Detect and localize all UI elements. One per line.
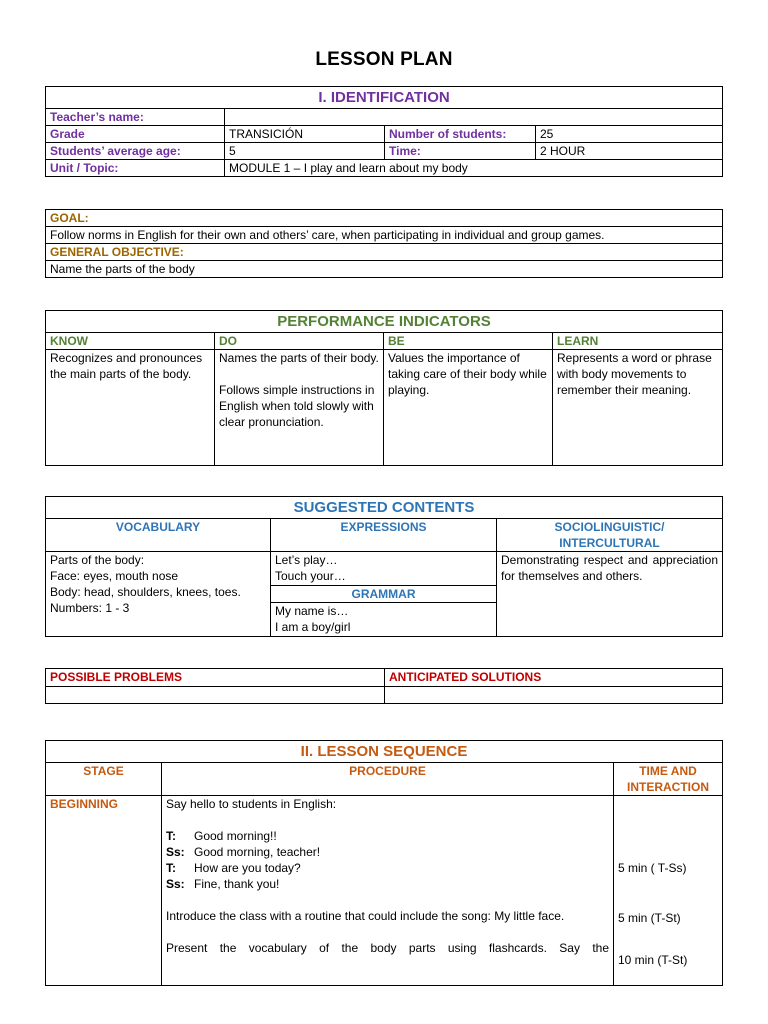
grade-value: TRANSICIÓN [225, 126, 385, 143]
dialogue-speaker: T: [166, 861, 176, 875]
lesson-sequence-heading: II. LESSON SEQUENCE [46, 741, 723, 763]
do-text-1: Names the parts of their body. [219, 351, 379, 365]
teacher-name-label: Teacher’s name: [46, 109, 225, 126]
unit-topic-value: MODULE 1 – I play and learn about my body [225, 160, 723, 177]
sociolinguistic-text: Demonstrating respect and appreciation for themselves and others. [497, 552, 723, 637]
goal-label: GOAL: [46, 210, 723, 227]
sociolinguistic-header-line-2: INTERCULTURAL [559, 536, 660, 550]
do-header: DO [215, 333, 384, 350]
number-of-students-value: 25 [536, 126, 723, 143]
goal-table [45, 209, 723, 278]
learn-header: LEARN [553, 333, 723, 350]
know-header: KNOW [46, 333, 215, 350]
performance-indicators-table [45, 310, 723, 466]
grammar-header: GRAMMAR [271, 586, 497, 603]
time-routine: 5 min (T-St) [618, 911, 681, 925]
time-label: Time: [385, 143, 536, 160]
lesson-sequence-table [45, 740, 723, 986]
stage-header: STAGE [46, 763, 162, 796]
problems-table [45, 668, 723, 704]
suggested-contents-table [45, 496, 723, 637]
dialogue-speaker: Ss: [166, 877, 185, 891]
vocabulary-cell [46, 552, 271, 637]
vocabulary-line: Face: eyes, mouth nose [50, 569, 179, 583]
average-age-label: Students’ average age: [46, 143, 225, 160]
dialogue-line [166, 876, 609, 892]
grade-label: Grade [46, 126, 225, 143]
teacher-name-value [225, 109, 723, 126]
grammar-line: My name is… [275, 604, 349, 618]
procedure-cell [162, 796, 614, 986]
time-greeting: 5 min ( T-Ss) [618, 861, 687, 875]
goal-text: Follow norms in English for their own and others’ care, when participating in individual and group games. [46, 227, 723, 244]
stage-beginning: BEGINNING [46, 796, 162, 986]
dialogue-speaker: Ss: [166, 845, 185, 859]
be-text: Values the importance of taking care of their body while playing. [384, 350, 553, 466]
identification-heading: I. IDENTIFICATION [46, 87, 723, 109]
anticipated-solutions-cell [385, 687, 723, 704]
time-value: 2 HOUR [536, 143, 723, 160]
sociolinguistic-header [497, 519, 723, 552]
contents-heading: SUGGESTED CONTENTS [46, 497, 723, 519]
vocabulary-instruction: Present the vocabulary of the body parts using flashcards. Say the [166, 941, 609, 955]
vocabulary-header: VOCABULARY [46, 519, 271, 552]
vocabulary-line: Numbers: 1 - 3 [50, 601, 130, 615]
dialogue-speaker: T: [166, 829, 176, 843]
dialogue-line [166, 844, 609, 860]
time-interaction-line-1: TIME AND [639, 764, 697, 778]
general-objective-text: Name the parts of the body [46, 261, 723, 278]
number-of-students-label: Number of students: [385, 126, 536, 143]
do-cell [215, 350, 384, 466]
unit-topic-label: Unit / Topic: [46, 160, 225, 177]
time-interaction-header [614, 763, 723, 796]
average-age-value: 5 [225, 143, 385, 160]
document-title: LESSON PLAN [315, 49, 453, 70]
procedure-header: PROCEDURE [162, 763, 614, 796]
dialogue-text: Good morning, teacher! [194, 845, 321, 859]
vocabulary-line: Parts of the body: [50, 553, 145, 567]
performance-heading: PERFORMANCE INDICATORS [46, 311, 723, 333]
expression-line: Touch your… [275, 569, 346, 583]
time-vocabulary: 10 min (T-St) [618, 953, 688, 967]
dialogue-line [166, 828, 609, 844]
be-header: BE [384, 333, 553, 350]
dialogue-text: Good morning!! [194, 829, 277, 843]
greeting-dialogue [166, 828, 609, 892]
learn-text: Represents a word or phrase with body movements to remember their meaning. [553, 350, 723, 466]
dialogue-text: How are you today? [194, 861, 301, 875]
expressions-cell [271, 552, 497, 586]
grammar-line: I am a boy/girl [275, 620, 351, 634]
sociolinguistic-header-line-1: SOCIOLINGUISTIC/ [554, 520, 665, 534]
dialogue-line [166, 860, 609, 876]
time-interaction-line-2: INTERACTION [627, 780, 709, 794]
expression-line: Let’s play… [275, 553, 338, 567]
general-objective-label: GENERAL OBJECTIVE: [46, 244, 723, 261]
greeting-instruction: Say hello to students in English: [166, 797, 337, 811]
vocabulary-line: Body: head, shoulders, knees, toes. [50, 585, 241, 599]
possible-problems-header: POSSIBLE PROBLEMS [46, 669, 385, 687]
time-cell [614, 796, 723, 986]
identification-table [45, 86, 723, 177]
routine-instruction: Introduce the class with a routine that could include the song: My little face. [166, 909, 565, 923]
grammar-cell [271, 603, 497, 637]
do-text-2: Follows simple instructions in English when told slowly with clear pronunciation. [219, 383, 375, 429]
anticipated-solutions-header: ANTICIPATED SOLUTIONS [385, 669, 723, 687]
dialogue-text: Fine, thank you! [194, 877, 280, 891]
possible-problems-cell [46, 687, 385, 704]
expressions-header: EXPRESSIONS [271, 519, 497, 552]
know-text: Recognizes and pronounces the main parts of the body. [46, 350, 215, 466]
